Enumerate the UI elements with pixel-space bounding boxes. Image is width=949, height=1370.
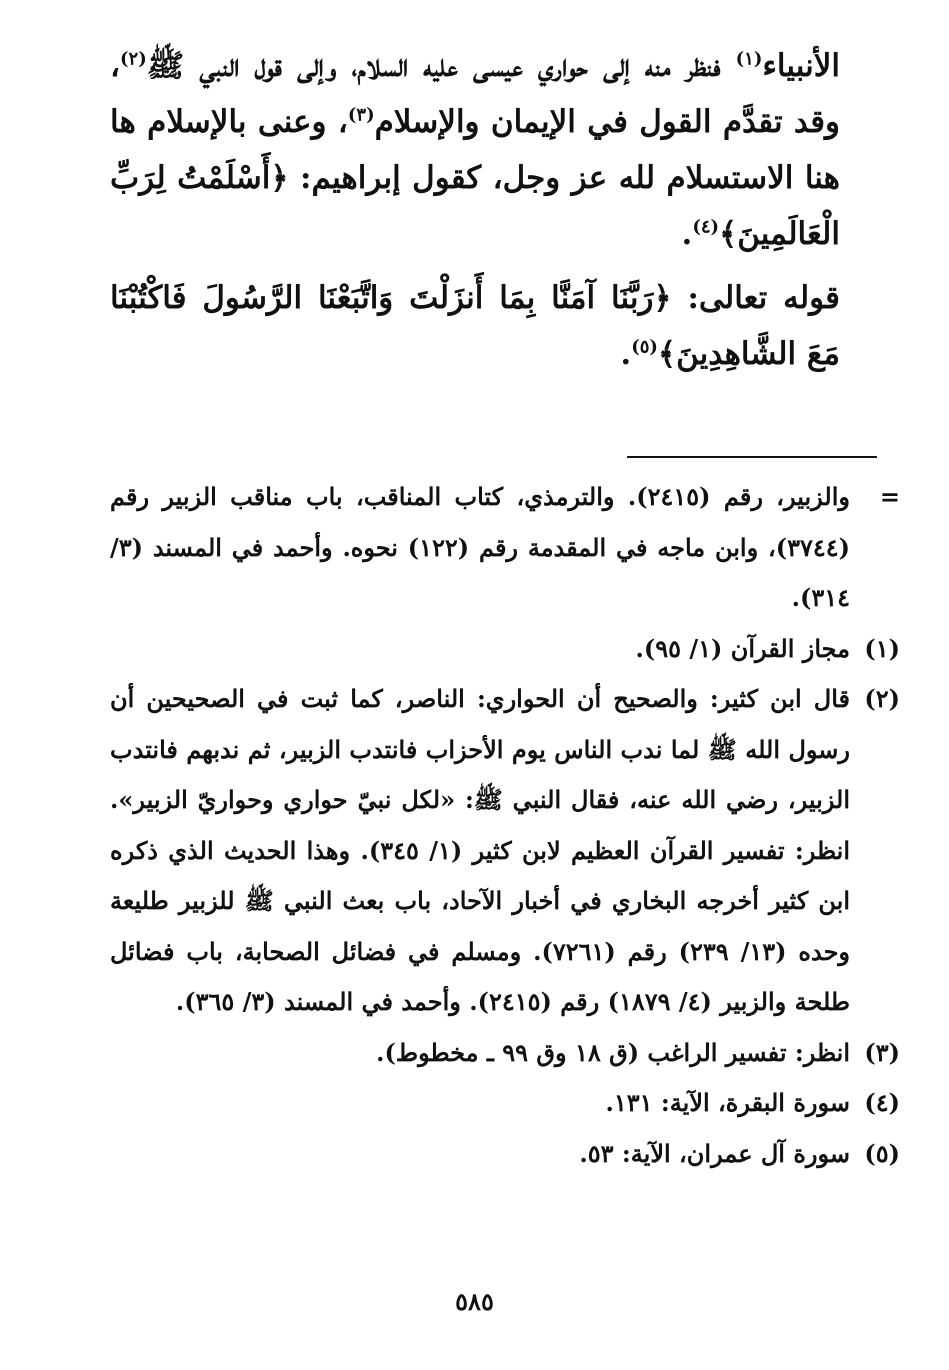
para1-text-4: ، وعنى بالإسلام ها هنا الاستسلام لله عز وجل، كقول إبراهيم:: [110, 104, 841, 196]
para1-text-3: ، وقد تقدَّم القول في الإيمان والإسلام: [110, 48, 840, 140]
footnote-number: (٣): [864, 1037, 900, 1067]
para2-text-1: قوله تعالى:: [671, 280, 840, 316]
footnote-ref-5[interactable]: (٥): [631, 336, 658, 358]
para2-text-2: .: [620, 336, 632, 372]
footnote-separator: [627, 456, 877, 458]
footnote-4: [110, 1078, 900, 1129]
footnote-number: (٢): [864, 684, 900, 713]
footnote-ref-1[interactable]: (١): [735, 48, 763, 70]
footnote-2: [110, 674, 900, 1028]
paragraph-2: [110, 270, 840, 382]
footnote-continuation: [110, 472, 900, 624]
page-number: ٥٨٥: [455, 1287, 494, 1316]
footnote-number: (١): [864, 633, 900, 663]
paragraph-1: [110, 38, 840, 262]
footnote-ref-2[interactable]: (٢): [120, 48, 147, 70]
continuation-mark: =: [879, 482, 900, 511]
footnote-1: [110, 624, 900, 675]
footnote-3: [110, 1028, 900, 1079]
footnote-text: انظر: تفسير الراغب (ق ١٨ وق ٩٩ ـ مخطوط).: [376, 1037, 850, 1067]
quran-quote-2: ﴿رَبَّنَا آمَنَّا بِمَا أَنزَلْتَ وَاتَّبَعْنَا الرَّسُولَ فَاكْتُبْنَا مَعَ الشَّاهِدِينَ﴾: [110, 280, 840, 372]
footnote-text: مجاز القرآن (١/ ٩٥).: [635, 633, 850, 663]
footnote-text: سورة آل عمران، الآية: ٥٣.: [579, 1138, 850, 1168]
quran-quote-1: ﴿أَسْلَمْتُ لِرَبِّ الْعَالَمِينَ﴾: [110, 160, 840, 252]
footnote-ref-3[interactable]: (٣): [347, 104, 375, 126]
para1-text-5: .: [681, 216, 693, 252]
para1-text-2: فنظر منه إلى حواري عيسى عليه السلام، وإلى قول النبي ﷺ: [146, 48, 736, 84]
footnote-number: (٤): [864, 1088, 900, 1117]
main-text: [110, 38, 840, 382]
footnote-5: [110, 1129, 900, 1180]
footnote-text: سورة البقرة، الآية: ١٣١.: [605, 1088, 850, 1117]
footnote-ref-4[interactable]: (٤): [692, 216, 720, 238]
footnote-number: (٥): [864, 1138, 900, 1168]
footnotes: [110, 472, 900, 1179]
footnote-text: قال ابن كثير: والصحيح أن الحواري: الناصر، كما ثبت في الصحيحين أن رسول الله ﷺ لما ندب الناس يوم الأحزاب فانتدب الزبير، ثم ندبهم فانتدب الزبير، رضي الله عنه، فقال النبي ﷺ: «لكل نبيّ حواري وحواريّ الزبير». انظر: تفسير القرآن العظيم لابن كثير (١/ ٣٤٥). وهذا الحديث الذي ذكره ابن كثير أخرجه البخاري في أخبار الآحاد، باب بعث النبي ﷺ للزبير طليعة وحده (١٣/ ٢٣٩) رقم (٧٢٦١). ومسلم في فضائل الصحابة، باب فضائل طلحة والزبير (٤/ ١٨٧٩) رقم (٢٤١٥). وأحمد في المسند (٣/ ٣٦٥).: [110, 684, 850, 1016]
para1-text-1: الأنبياء: [762, 48, 840, 84]
footnote-text: والزبير، رقم (٢٤١٥). والترمذي، كتاب المناقب، باب مناقب الزبير رقم (٣٧٤٤)، وابن ماجه في المقدمة رقم (١٢٢) نحوه. وأحمد في المسند (٣/ ٣١٤).: [110, 482, 851, 612]
